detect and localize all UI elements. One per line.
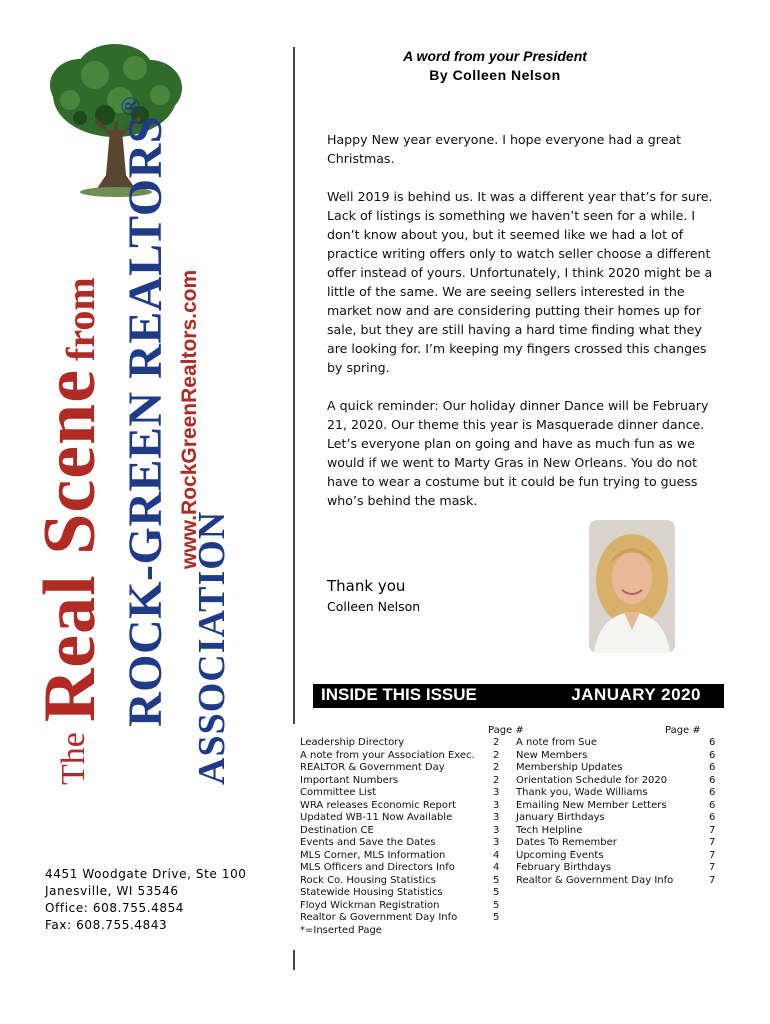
toc-item[interactable]: Thank you, Wade Williams 6 — [516, 787, 716, 798]
toc-item[interactable]: Floyd Wickman Registration 5 — [300, 899, 500, 911]
president-portrait — [589, 520, 675, 653]
office-phone: Office: 608.755.4854 — [45, 901, 185, 915]
paragraph: Happy New year everyone. I hope everyone had a great Christmas. — [327, 132, 682, 166]
masthead-org-name: ROCK-GREEN REALTORS — [119, 116, 172, 727]
paragraph: Well 2019 is behind us. It was a different year that’s for sure. Lack of listings is something we haven’t seen for a while. I don’t know about you, but it seemed like we had a lot of practice writing offers only to watch seller choose a different offer instead of yours. Unfortunately, I think 2020 might be a little of the same. We are seeing sellers interested in the market now and are considering putting their homes up for sale, but they are still having a hard time finding what they are looking for. I’m keeping my fingers crossed this changes by spring. — [327, 189, 713, 375]
toc-item[interactable]: A note from your Association Exec. 2 — [300, 749, 500, 761]
toc-item[interactable]: February Birthdays 7 — [516, 862, 716, 873]
toc-item[interactable]: Events and Save the Dates 3 — [300, 837, 500, 848]
article-title: A word from your President — [403, 48, 587, 64]
closing-thanks: Thank you — [327, 577, 406, 595]
toc-item[interactable]: January Birthdays 6 — [516, 812, 716, 823]
article-byline: By Colleen Nelson — [429, 67, 561, 83]
toc-item[interactable]: WRA releases Economic Report 3 — [300, 799, 500, 811]
toc-item[interactable]: Updated WB-11 Now Available 3 — [300, 812, 500, 823]
address-line2: Janesville, WI 53546 — [45, 884, 179, 898]
issue-banner — [313, 684, 724, 708]
masthead — [28, 96, 268, 785]
toc-left-column — [300, 737, 510, 937]
fax-number: Fax: 608.755.4843 — [45, 918, 168, 932]
toc-item[interactable]: Realtor & Government Day Info 7 — [516, 874, 716, 886]
masthead-the: The — [55, 732, 92, 785]
toc-item[interactable]: Membership Updates 6 — [516, 762, 716, 773]
toc-item[interactable]: Tech Helpline 7 — [516, 824, 716, 836]
toc-item[interactable]: Dates To Remember 7 — [516, 837, 716, 848]
toc-item[interactable]: Realtor & Government Day Info 5 — [300, 912, 500, 923]
address-block — [45, 866, 247, 934]
toc-page-header: Page # — [665, 725, 701, 736]
registered-mark: ® — [116, 96, 145, 117]
toc-item[interactable]: Upcoming Events 7 — [516, 849, 716, 861]
toc-note: *=Inserted Page — [300, 924, 382, 936]
toc-item[interactable]: Important Numbers 2 — [300, 774, 500, 786]
toc-item[interactable]: Destination CE 3 — [300, 824, 500, 836]
toc-item[interactable]: Leadership Directory 2 — [300, 737, 500, 748]
toc-item[interactable]: MLS Corner, MLS Information 4 — [300, 849, 500, 861]
toc-item[interactable]: Orientation Schedule for 2020 6 — [516, 774, 716, 786]
toc-item[interactable]: REALTOR & Government Day 2 — [300, 762, 500, 773]
toc-page-header: Page # — [488, 725, 524, 736]
inside-this-issue-label: INSIDE THIS ISSUE — [321, 685, 477, 704]
toc-item[interactable]: Statewide Housing Statistics 5 — [300, 887, 500, 898]
toc-item[interactable]: Committee List 3 — [300, 787, 500, 798]
column-divider — [293, 47, 295, 724]
masthead-real-scene: Real Scene — [29, 368, 111, 723]
toc-item[interactable]: Rock Co. Housing Statistics 5 — [300, 874, 500, 886]
closing-signature: Colleen Nelson — [327, 599, 421, 614]
address-line1: 4451 Woodgate Drive, Ste 100 — [45, 867, 247, 881]
column-divider-bottom — [293, 950, 295, 970]
article-body — [327, 130, 717, 529]
website-link[interactable]: www.RockGreenRealtors.com — [178, 269, 201, 569]
masthead-association: ASSOCIATION — [191, 510, 233, 785]
paragraph: A quick reminder: Our holiday dinner Dance will be February 21, 2020. Our theme this year is Masquerade dinner dance. Let’s everyone plan on going and have as much fun as we would if we went to Marty Gras in New Orleans. You do not have to wear a costume but it could be fun trying to guess who’s behind the mask. — [327, 398, 709, 508]
masthead-from: from — [58, 277, 103, 361]
toc-right-column — [516, 737, 721, 887]
toc-item[interactable]: New Members 6 — [516, 749, 716, 761]
issue-date: JANUARY 2020 — [571, 685, 701, 704]
toc-item[interactable]: Emailing New Member Letters 6 — [516, 799, 716, 811]
toc-item[interactable]: MLS Officers and Directors Info 4 — [300, 862, 500, 873]
toc-item[interactable]: A note from Sue 6 — [516, 737, 716, 748]
